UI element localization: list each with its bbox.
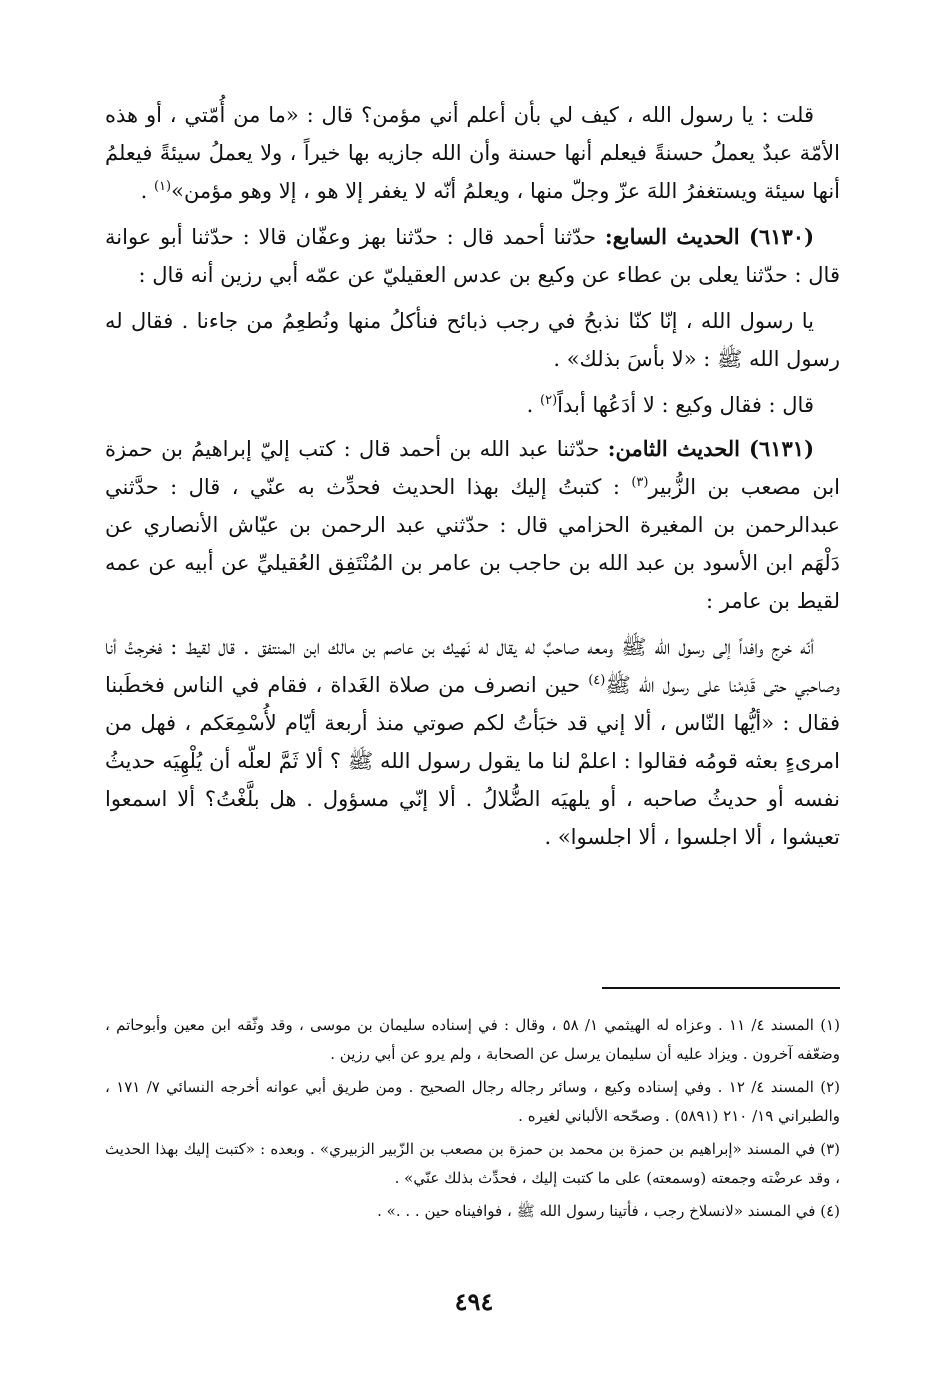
- paragraph-1: [105, 96, 840, 210]
- footnote-ref-3[interactable]: (٣): [631, 475, 649, 490]
- paragraph-5-text-b: : كتبتُ إليك بهذا الحديث فحدِّث به عنّي ، قال : حدَّثني عبدالرحمن بن المغيرة الحزامي قال : حدّثني عبد الرحمن بن عيّاش الأنصاري عن دَلْهَم ابن الأسود بن عبد الله بن حاجب بن عامر بن المُنْتَفِق العُقيليِّ عن أبيه عن عمه لقيط بن عامر :: [105, 475, 840, 613]
- footnote-ref-2[interactable]: (٢): [540, 393, 558, 408]
- footnote-ref-4[interactable]: (٤): [588, 673, 606, 688]
- paragraph-1-end: .: [140, 179, 154, 203]
- paragraph-6-text-a: أنّه خرج وافداً إلى رسول الله ﷺ ومعه صاحبٌ له يقال له نَهيك بن عاصم بن مالك ابن المنتفق . قال لقيط : فخرجتُ أنا وصاحبي حتى قَدِمْنا على رسول الله ﷺ: [105, 635, 840, 697]
- paragraph-5: [105, 430, 840, 620]
- footnote-ref-1[interactable]: (١): [153, 179, 172, 194]
- main-text-block: [105, 96, 840, 864]
- paragraph-4: [105, 386, 840, 424]
- footnote-2: (٢) المسند ٤/ ١٢ . وفي إسناده وكيع ، وسائر رجاله رجال الصحيح . ومن طريق أبي عوانه أخرجه النسائي ٧/ ١٧١ ، والطبراني ١٩/ ٢١٠ (٥٨٩١) . وصحّحه الألباني لغيره .: [105, 1078, 841, 1125]
- footnote-1: (١) المسند ٤/ ١١ . وعزاه له الهيثمي ١/ ٥٨ ، وقال : في إسناده سليمان بن موسى ، وقد وثّقه ابن معين وأبوحاتم ، وضعّفه آخرون . ويزاد عليه أن سليمان يرسل عن الصحابة ، ولم يرو عن أبي رزين .: [105, 1016, 840, 1063]
- paragraph-6: [105, 628, 840, 856]
- paragraph-2: [105, 218, 840, 294]
- paragraph-3: [105, 302, 840, 378]
- page-number: ٤٩٤: [454, 1287, 494, 1316]
- footnote-3: (٣) في المسند «إبراهيم بن حمزة بن محمد بن حمزة بن مصعب بن الزّبير الزبيري» . وبعده : «كتبت إليك بهذا الحديث ، وقد عرضْته وجمعته (وسمعته) على ما كتبت إليك ، فحدِّث بذلك عنّي» .: [105, 1140, 840, 1187]
- footnotes-block: [105, 1011, 840, 1230]
- paragraph-2-text: حدّثنا أحمد قال : حدّثنا بهز وعفّان قالا : حدّثنا أبو عوانة قال : حدّثنا يعلى بن عطاء عن وكيع بن عدس العقيليّ عن عمّه أبي رزين أنه قال :: [105, 225, 840, 287]
- hadith-heading-6131: (٦١٣١) الحديث الثامن:: [607, 436, 814, 461]
- paragraph-4-text: قال : فقال وكيع : لا أدَعُها أبداً: [557, 393, 814, 417]
- paragraph-5-text-a: حدّثنا عبد الله بن أحمد قال : كتب إليّ إبراهيمُ بن حمزة ابن مصعب بن الزُّبير: [105, 437, 840, 499]
- footnote-divider: [602, 987, 840, 989]
- footnote-4: (٤) في المسند «لانسلاخ رجب ، فأتينا رسول الله ﷺ ، فوافيناه حين . . .» .: [377, 1202, 840, 1220]
- paragraph-4-end: .: [526, 393, 540, 417]
- paragraph-6-text-b: حين انصرف من صلاة الغَداة ، فقام في الناس فخطَبنا فقال : «أيُّها النّاس ، ألا إني قد خبَأتُ لكم صوتي منذ أربعة أيّام لأُسْمِعَكم ، فهل من امرىءٍ بعثه قومُه فقالوا : اعلمْ لنا ما يقول رسول الله ﷺ ؟ ألا ثَمَّ لعلّه أن يُلْهِيَه حديثُ نفسه أو حديثُ صاحبه ، أو يلهيَه الضُّلالُ . ألا إنّي مسؤول . هل بلَّغْتُ؟ ألا اسمعوا تعيشوا ، ألا اجلسوا ، ألا اجلسوا» .: [105, 673, 840, 849]
- hadith-heading-6130: (٦١٣٠) الحديث السابع:: [604, 224, 814, 249]
- paragraph-3-text: يا رسول الله ، إنّا كنّا نذبحُ في رجب ذبائح فنأكلُ منها ونُطعِمُ من جاءنا . فقال له رسول الله ﷺ : «لا بأسَ بذلك» .: [105, 309, 840, 371]
- paragraph-1-text: قلت : يا رسول الله ، كيف لي بأن أعلم أني مؤمن؟ قال : «ما من أُمّتي ، أو هذه الأمّة عبدٌ يعملُ حسنةً فيعلم أنها حسنة وأن الله جازيه بها خيراً ، ولا يعملُ سيئةً فيعلمُ أنها سيئة ويستغفرُ اللهَ عزّ وجلّ منها ، ويعلمُ أنّه لا يغفر إلا هو ، إلا وهو مؤمن»: [105, 103, 840, 203]
